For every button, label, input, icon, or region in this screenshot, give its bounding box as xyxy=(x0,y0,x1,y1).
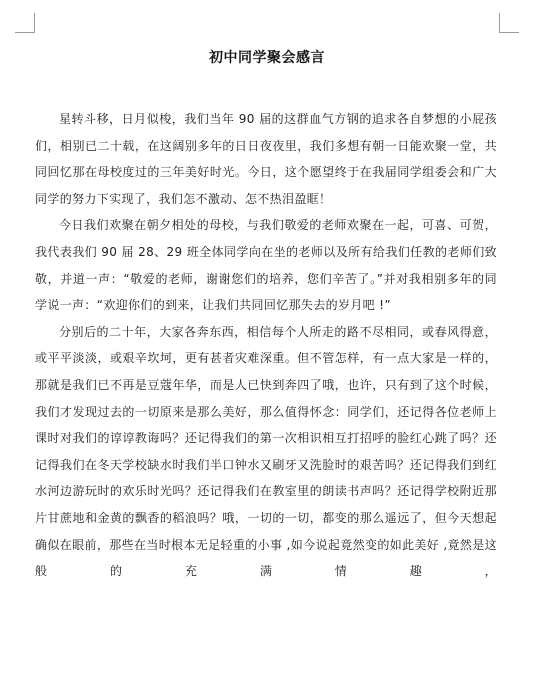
document-title: 初中同学聚会感言 xyxy=(209,50,325,67)
top-left-margin-mark xyxy=(15,13,35,33)
paragraph-3: 分别后的二十年，大家各奔东西，相信每个人所走的路不尽相同，或春风得意，或平平淡淡，或艰辛坎坷，更有甚者灾难深重。但不管怎样，有一点大家是一样的，那就是我们已不再是豆蔻年华，而是人已快到奔四了哦，也许，只有到了这个时候，我们才发现过去的一切原来是那么美好，那么值得怀念：同学们，还记得各位老师上课时对我们的谆谆教诲吗？还记得我们的第一次相识相互打招呼的脸红心跳了吗？还记得我们在冬天学校缺水时我们半口钟水又刷牙又洗脸时的艰苦吗？还记得我们到红水河边游玩时的欢乐时光吗？还记得我们在教室里的朗读书声吗？还记得学校附近那片甘蔗地和金黄的飘香的稻浪吗？哦，一切的一切，都变的那么遥远了，但今天想起确似在眼前，那些在当时根本无足轻重的小事 ,如今说起竟然变的如此美好 ,竟然是这般的充满情趣， xyxy=(35,324,497,579)
top-right-margin-mark xyxy=(499,13,519,33)
paragraph-1: 星转斗移，日月似梭，我们当年 90 届的这群血气方钢的追求各自梦想的小屁孩们，相别已二十载，在这阔别多年的日日夜夜里，我们多想有朝一日能欢聚一堂，共同回忆那在母校度过的三年美好时光。今日，这个愿望终于在我届同学组委会和广大同学的努力下实现了，我们怎不激动、怎不热泪盈眶！ xyxy=(35,112,497,206)
document-body xyxy=(35,106,497,585)
paragraph-2: 今日我们欢聚在朝夕相处的母校，与我们敬爱的老师欢聚在一起，可喜、可贺，我代表我们 90 届 28、29 班全体同学向在坐的老师以及所有给我们任教的老师们致敬，并道一声：“敬爱的老师，谢谢您们的培养，您们辛苦了。”并对我相别多年的同学说一声：“欢迎你们的到来，让我们共同回忆那失去的岁月吧 !” xyxy=(35,218,497,313)
